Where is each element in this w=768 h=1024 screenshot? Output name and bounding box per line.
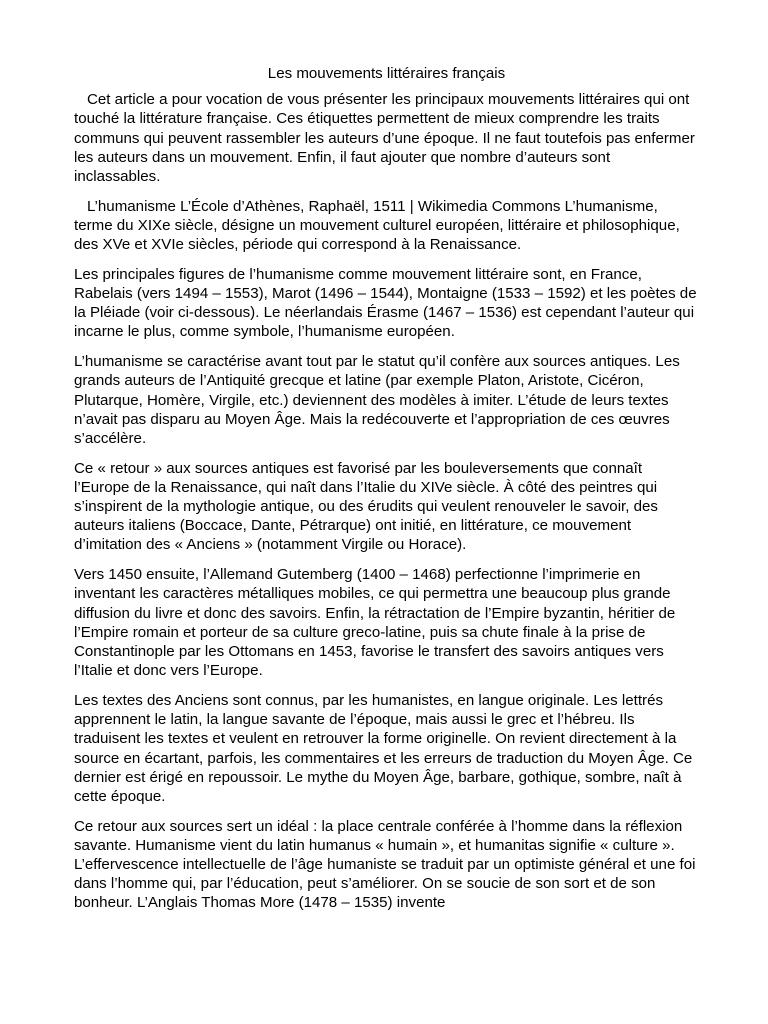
paragraph-sources-antiques: L’humanisme se caractérise avant tout par le statut qu’il confère aux sources antiques. Les grands auteurs de l’Antiquité grecque et latine (par exemple Platon, Aristote, Cicéron, Plutarque, Homère, Virgile, etc.) deviennent des modèles à imiter. L’étude de leurs textes n’avait pas disparu au Moyen Âge. Mais la redécouverte et l’appropriation de ces œuvres s’accélère.	[74, 353, 680, 447]
paragraph-intro: Cet article a pour vocation de vous présenter les principaux mouvements littéraires qui ont touché la littérature française. Ces étiquettes permettent de mieux comprendre les traits communs qui peuvent rassembler les auteurs d’une époque. Il ne faut toutefois pas enfermer les auteurs dans un mouvement. Enfin, il faut ajouter que nombre d’auteurs sont inclassables.	[74, 91, 695, 186]
paragraph-gutemberg: Vers 1450 ensuite, l’Allemand Gutemberg (1400 – 1468) perfectionne l’imprimerie en inventant les caractères métalliques mobiles, ce qui permettra une beaucoup plus grande diffusion du livre et donc des savoirs. Enfin, la rétractation de l’Empire byzantin, héritier de l’Empire romain et porteur de sa culture greco-latine, puis sa chute finale à la prise de Constantinople par les Ottomans en 1453, favorise le transfert des savoirs antiques vers l’Italie et donc vers l’Europe.	[74, 566, 676, 680]
document-title: Les mouvements littéraires français	[267, 65, 506, 82]
paragraph-ideal-humaniste: Ce retour aux sources sert un idéal : la place centrale conférée à l’homme dans la réflexion savante. Humanisme vient du latin humanus « humain », et humanitas signifie « culture ». L’effervescence intellectuelle de l’âge humaniste se traduit par un optimiste général et une foi dans l’homme qui, par l’éducation, peut s’améliorer. On se soucie de son sort et de son bonheur. L’Anglais Thomas More (1478 – 1535) invente	[74, 817, 696, 912]
paragraph-principales-figures: Les principales figures de l’humanisme comme mouvement littéraire sont, en France, Rabelais (vers 1494 – 1553), Marot (1496 – 1544), Montaigne (1533 – 1592) et les poètes de la Pléiade (voir ci-dessous). Le néerlandais Érasme (1467 – 1536) est cependant l’auteur qui incarne le plus, comme symbole, l’humanisme européen.	[74, 265, 697, 341]
paragraph-retour-sources: Ce « retour » aux sources antiques est favorisé par les bouleversements que connaît l’Europe de la Renaissance, qui naît dans l’Italie du XIVe siècle. À côté des peintres qui s’inspirent de la mythologie antique, ou des érudits qui veulent renouveler le savoir, des auteurs italiens (Boccace, Dante, Pétrarque) ont initié, en littérature, ce mouvement d’imitation des « Anciens » (notamment Virgile ou Horace).	[74, 459, 658, 554]
paragraph-textes-anciens: Les textes des Anciens sont connus, par les humanistes, en langue originale. Les lettrés apprennent le latin, la langue savante de l’époque, mais aussi le grec et l’hébreu. Ils traduisent les textes et veulent en retrouver la forme originelle. On revient directement à la source en écartant, parfois, les commentaires et les erreurs de traduction du Moyen Âge. Ce dernier est érigé en repoussoir. Le mythe du Moyen Âge, barbare, gothique, sombre, naît à cette époque.	[74, 691, 693, 805]
paragraph-humanisme-definition: L’humanisme L’École d’Athènes, Raphaël, 1511 | Wikimedia Commons L’humanisme, terme du XIXe siècle, désigne un mouvement culturel européen, littéraire et philosophique, des XVe et XVIe siècles, période qui correspond à la Renaissance.	[74, 197, 680, 254]
document-body	[74, 64, 699, 923]
